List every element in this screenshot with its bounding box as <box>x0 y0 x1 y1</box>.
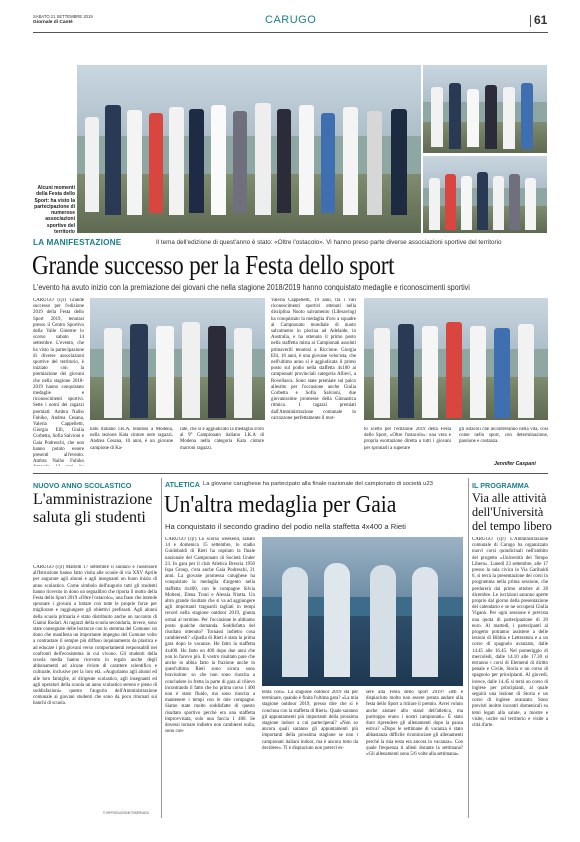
athletics-subhead: Ha conquistato il secondo gradino del podio nella staffetta 4x400 a Rieti <box>165 522 406 531</box>
header-paper: Giornale di Canté <box>33 20 73 25</box>
header-rule <box>33 32 548 33</box>
page-number: 61 <box>534 13 548 27</box>
main-col-3: rate, che si è aggiudicato la medaglia d'oro al 9° Campionato italiano I.K.A di Modena nella categoria Kata cinture marroni ragazzi. <box>180 427 264 451</box>
main-col-1: CARUGO (cjr) Grande successo per l'edizione 2019 della Festa dello Sport 2019, tenutasi presso il Centro Sportivo della Valle Ginestre lo scorso sabato 14 settembre. L'evento, che ha visto la partecipazione di diverse associazioni sportive del territorio, è iniziato con la premiazione dei giovani che nella stagione 2018-2019 hanno conquistato medaglie e riconoscimenti sportivi. Sette i nomi dei ragazzi premiati: Ambra Naiho Fuhiko, Andrea Cesana, Valeria Cappelletti, Giorgia Elli, Giulia Corbetta, Sofia Salvioni e Gaia Podreschi, che non hanno potuto essere presenti all'evento. Ambra Naiho Fuhiko <box>33 298 84 465</box>
school-copyright: © RIPRODUZIONE RISERVATA <box>103 811 149 815</box>
main-headline: Grande successo per la Festa dello sport <box>32 250 395 280</box>
page-number-divider <box>530 15 531 27</box>
main-col-4: Valeria Cappelletti, 19 anni, tra i vari riconoscimenti sportivi ottenuti nella disciplina Nuoto salvamento (Lifesaving) ha conquistato la medaglia d'oro a squadre al Campionato mondiale di nuoto salvamento in piscina ad Adelaide, in Australia, e ha ottenuto il primo posto nella staffetta mista ai Campionati assoluti primaverili tenutosi a Riccione. Giorgia Elli, 16 anni, è una giovane velocista, che nell'ultimo anno si è aggiudicata il primo posto sul podio nella staffetta 4x100 ai campionati provinciali categoria Allievi, a Rovellasca. Sono state premiate sul palco allestito per l'occasione anche Giulia Corbetta e Sofia Salvioni, due giovanissime promesse della Ginnastica ritmica. I ragazzi premiati dall'Amministrazione comunale in carrozzone perfettamente il mot- <box>271 298 356 421</box>
main-group-photo <box>77 65 421 233</box>
main-subhead: L'evento ha avuto inizio con la premiazione dei giovani che nella stagione 2018/2019 hanno conquistato medaglie e riconoscimenti sportivi <box>33 283 470 292</box>
athletics-kicker-text: La giovane carughese ha partecipato alla finale nazionale del campionato di società u23 <box>203 481 433 487</box>
main-col-6: gli ostacoli che incontreranno nella vita, così come nello sport, con determinazione, passione e costanza. <box>459 427 548 445</box>
athletics-kicker-bar <box>165 480 465 490</box>
athletics-col-3: sere alla Festa dello sport 2019? «Mi è dispiaciuto molto non essere potuta andare alla festa dello Sport a ritirare il premio. Avrei voluto anche aiutare allo stand dell'atletica, ma purtroppo erano i nostri campionati». È stato duro riprendere gli allenamenti dopo la pausa estiva? «Dopo le settimane di vacanza è stato abbastanza difficile ricominciare gli allenamenti perché la mia testa era ancora in vacanza». Con quale frequenza ti alleni durante la settimana? «Gli allenamenti sono 5/6 volte alla settimana». <box>366 690 463 758</box>
header-date: SABATO 21 SETTEMBRE 2019 <box>33 14 93 19</box>
program-kicker: IL PROGRAMMA <box>472 481 529 490</box>
athletics-col-1: CARUGO (cjr) Lo scorso weekend, sabato 14 e domenica 15 settembre, lo stadio Guidobaldi di Rieti ha ospitato la finale nazionale del Campionato di Società Under 23. In gara per il club Atletica Brescia 1950 Ispa Group, c'era anche Gaia Podreschi, 21 anni. La giovane promessa carughese ha conquistato la medaglia d'argento nella staffetta 4x400, con le compagne Silvia Molteni, Elena Troni e Alessia Niotta. Un altro grande risultato che si va ad aggiungere agli importanti traguardi tagliati in tempi record nella stagione outdoor 2019, giunta ormai al termine. Per l'occasione le abbiamo posto qualche domanda. Soddisfatta del risultato ottenuto? Tornassi indietro cosa cambieresti? «Quella di Rieti è stata la prima gara dopo le vacanze. Ho fatto la staffetta 4x400. Ho fatto un 400 dopo due anni che non lo facevo più. Il vostro risultato pare che anche io abbia fatto la frazione anche in quest'ultima Rieti sono sicura sono bravissime: so che non sono riuscita a concludere in fretta la parte di gara al rilievo incontrando il fatto che ho prima corso i 400 non è stato fluido, ma sono riuscita a mantenere i tempi con le mie compagne. Siamo state molto soddisfatte di questo risultato sportivo perché era una staffetta improvvisata, solo una faccia 1 400. Se dovessi tornare indietro non cambierei nulla, sono con- <box>165 537 255 735</box>
program-body: CARUGO (cjr) L'Amministrazione comunale di Carugo ha organizzato nuovi corsi quindicinali nell'ambito del progetto «Università del Tempo Libero». Lunedì 23 settembre, alle 17 presso la sala civica in Via Garibaldi 6, si terrà la presentazione dei corsi in programma nella prima sessione, che perdurerà dal primo ottobre al 28 dicembre. Le iscrizioni saranno aperte proprio dal giorno della presentazione del calendario e se ne occuperà Giulia Viganò. Per ogni sessione è prevista una quota di partecipazione di 20 euro. Al martedì, i partecipanti al progetto potranno assistere a delle lezioni di Bibbia e Letteratura e a un corso di spagnolo avanzato, dalle 14.45 alle 16.45. Nel pomeriggio di mercoledì, dalle 14.10 alle 17.30 si terranno i corsi di Elementi di diritto penale e Civile, Storia e un corso di spagnolo per principianti. Al giovedì, invece, dalle 14.45 si terrà un corso di inglese per principianti, al quale seguirà una lezione di Storia e un corso di inglese avanzato. Sono previsti inoltre incontri domenicali su temi legati alla salute, a mostre e visite, uscite sul territorio e visite a città d'arte. <box>472 537 548 729</box>
main-kicker: LA MANIFESTAZIONE <box>33 238 122 247</box>
secondary-photo-top <box>423 65 547 153</box>
main-kicker-text: Il tema dell'edizione di quest'anno è stato: «Oltre l'ostacolo». Vi hanno preso parte diverse associazioni sportive del territorio <box>156 239 502 246</box>
section-rule <box>33 473 548 474</box>
main-article-photo-right <box>364 298 548 420</box>
athletics-headline: Un'altra medaglia per Gaia <box>164 492 397 518</box>
school-kicker: NUOVO ANNO SCOLASTICO <box>33 481 132 490</box>
page-header <box>33 12 548 32</box>
main-col-5: to scelto per l'edizione 2019 della Festa dello Sport, «Oltre l'ostacolo»: una vera e propria esortazione diretta a tutti i giovani per spronarli a superare <box>364 427 451 451</box>
main-col-2: nato italiano I.K.A. tenutosi a Modena, nella sezione Kata cinture nere ragazzi. Andrea Cesana, 10 anni, è un giovane campione di Ka- <box>90 427 173 451</box>
main-byline: Jennifer Caspani <box>494 461 536 467</box>
column-rule-right <box>468 478 469 818</box>
school-headline: L'amministrazione saluta gli studenti <box>33 491 153 526</box>
section-title: CARUGO <box>265 14 317 26</box>
column-rule-left <box>161 478 162 818</box>
athletics-relay-photo <box>262 537 463 686</box>
main-kicker-bar <box>33 238 548 249</box>
athletics-kicker: ATLETICA <box>165 480 200 489</box>
athletics-col-2: tenta così». La stagione outdoor 2019 sta per terminare, quando è finita l'ultima gara? «La mia stagione outdoor 2019, presso dire che si è conclusa con la staffetta di Rieti». Quale saranno gli appuntamenti più importanti della prossima stagione indoor a cui parteciperai? «Non so ancora quali saranno gli appuntamenti più importanti della prossima stagione se non i campionati italiani indoor, ma è ancora tutto da decidere». Ti è dispiaciuto non poterci es- <box>262 690 358 751</box>
school-body: CARUGO (cjr) Martedì 17 settembre il sindaco e l'assessore all'Istruzione hanno fatto visita alle scuole di via XXV Aprile per augurare agli alunni e agli insegnanti un buon inizio di anno scolastico. Come simbolo dell'augurio tutti gli studenti hanno ricevuto in dono un segnalibro che riporta il motto della Festa dello Sport 2019 «Oltre l'ostacolo», una frase che intende spronare i giovani a lottare con tutte le proprie forze per migliorare e raggiungere gli obiettivi prefissati. Agli alunni della scuola primaria è stato distribuito anche un racconto di Gianni Rodari. Ai ragazzi della scuola secondaria, invece, sono state consegnate delle borracce con lo stemma del Comune: un dono che manifesta un importante impegno del Comune volto a contrastare il sempre più diffuso inquinamento da plastica e ad educare i più giovani verso comportamenti responsabili nei confronti dell'ecosistema in cui vivono. Gli studenti della scuola media hanno ricevuto in regalo anche degli abbonamenti ad alcune riviste di carattere scientifico e culturale, inclusive per la loro età. «Auguriamo agli alunni ed alle loro famiglie, al dirigente scolastico, agli insegnanti ed agli operatori della scuola un anno scolastico sereno e pieno di soddisfazioni» questo l'augurio dell'Amministrazione comunale ai giovani studenti che sono da poco ritornati sui banchi di scuola. <box>33 565 157 707</box>
program-headline: Via alle attività dell'Università del tempo libero <box>472 491 552 533</box>
main-article-photo-left <box>90 298 265 420</box>
photo-caption: Alcuni momenti della Festa dello Sport: ha visto la partecipazione di numerose associazioni sportive del territorio <box>34 185 75 236</box>
secondary-photo-bottom <box>423 156 547 233</box>
